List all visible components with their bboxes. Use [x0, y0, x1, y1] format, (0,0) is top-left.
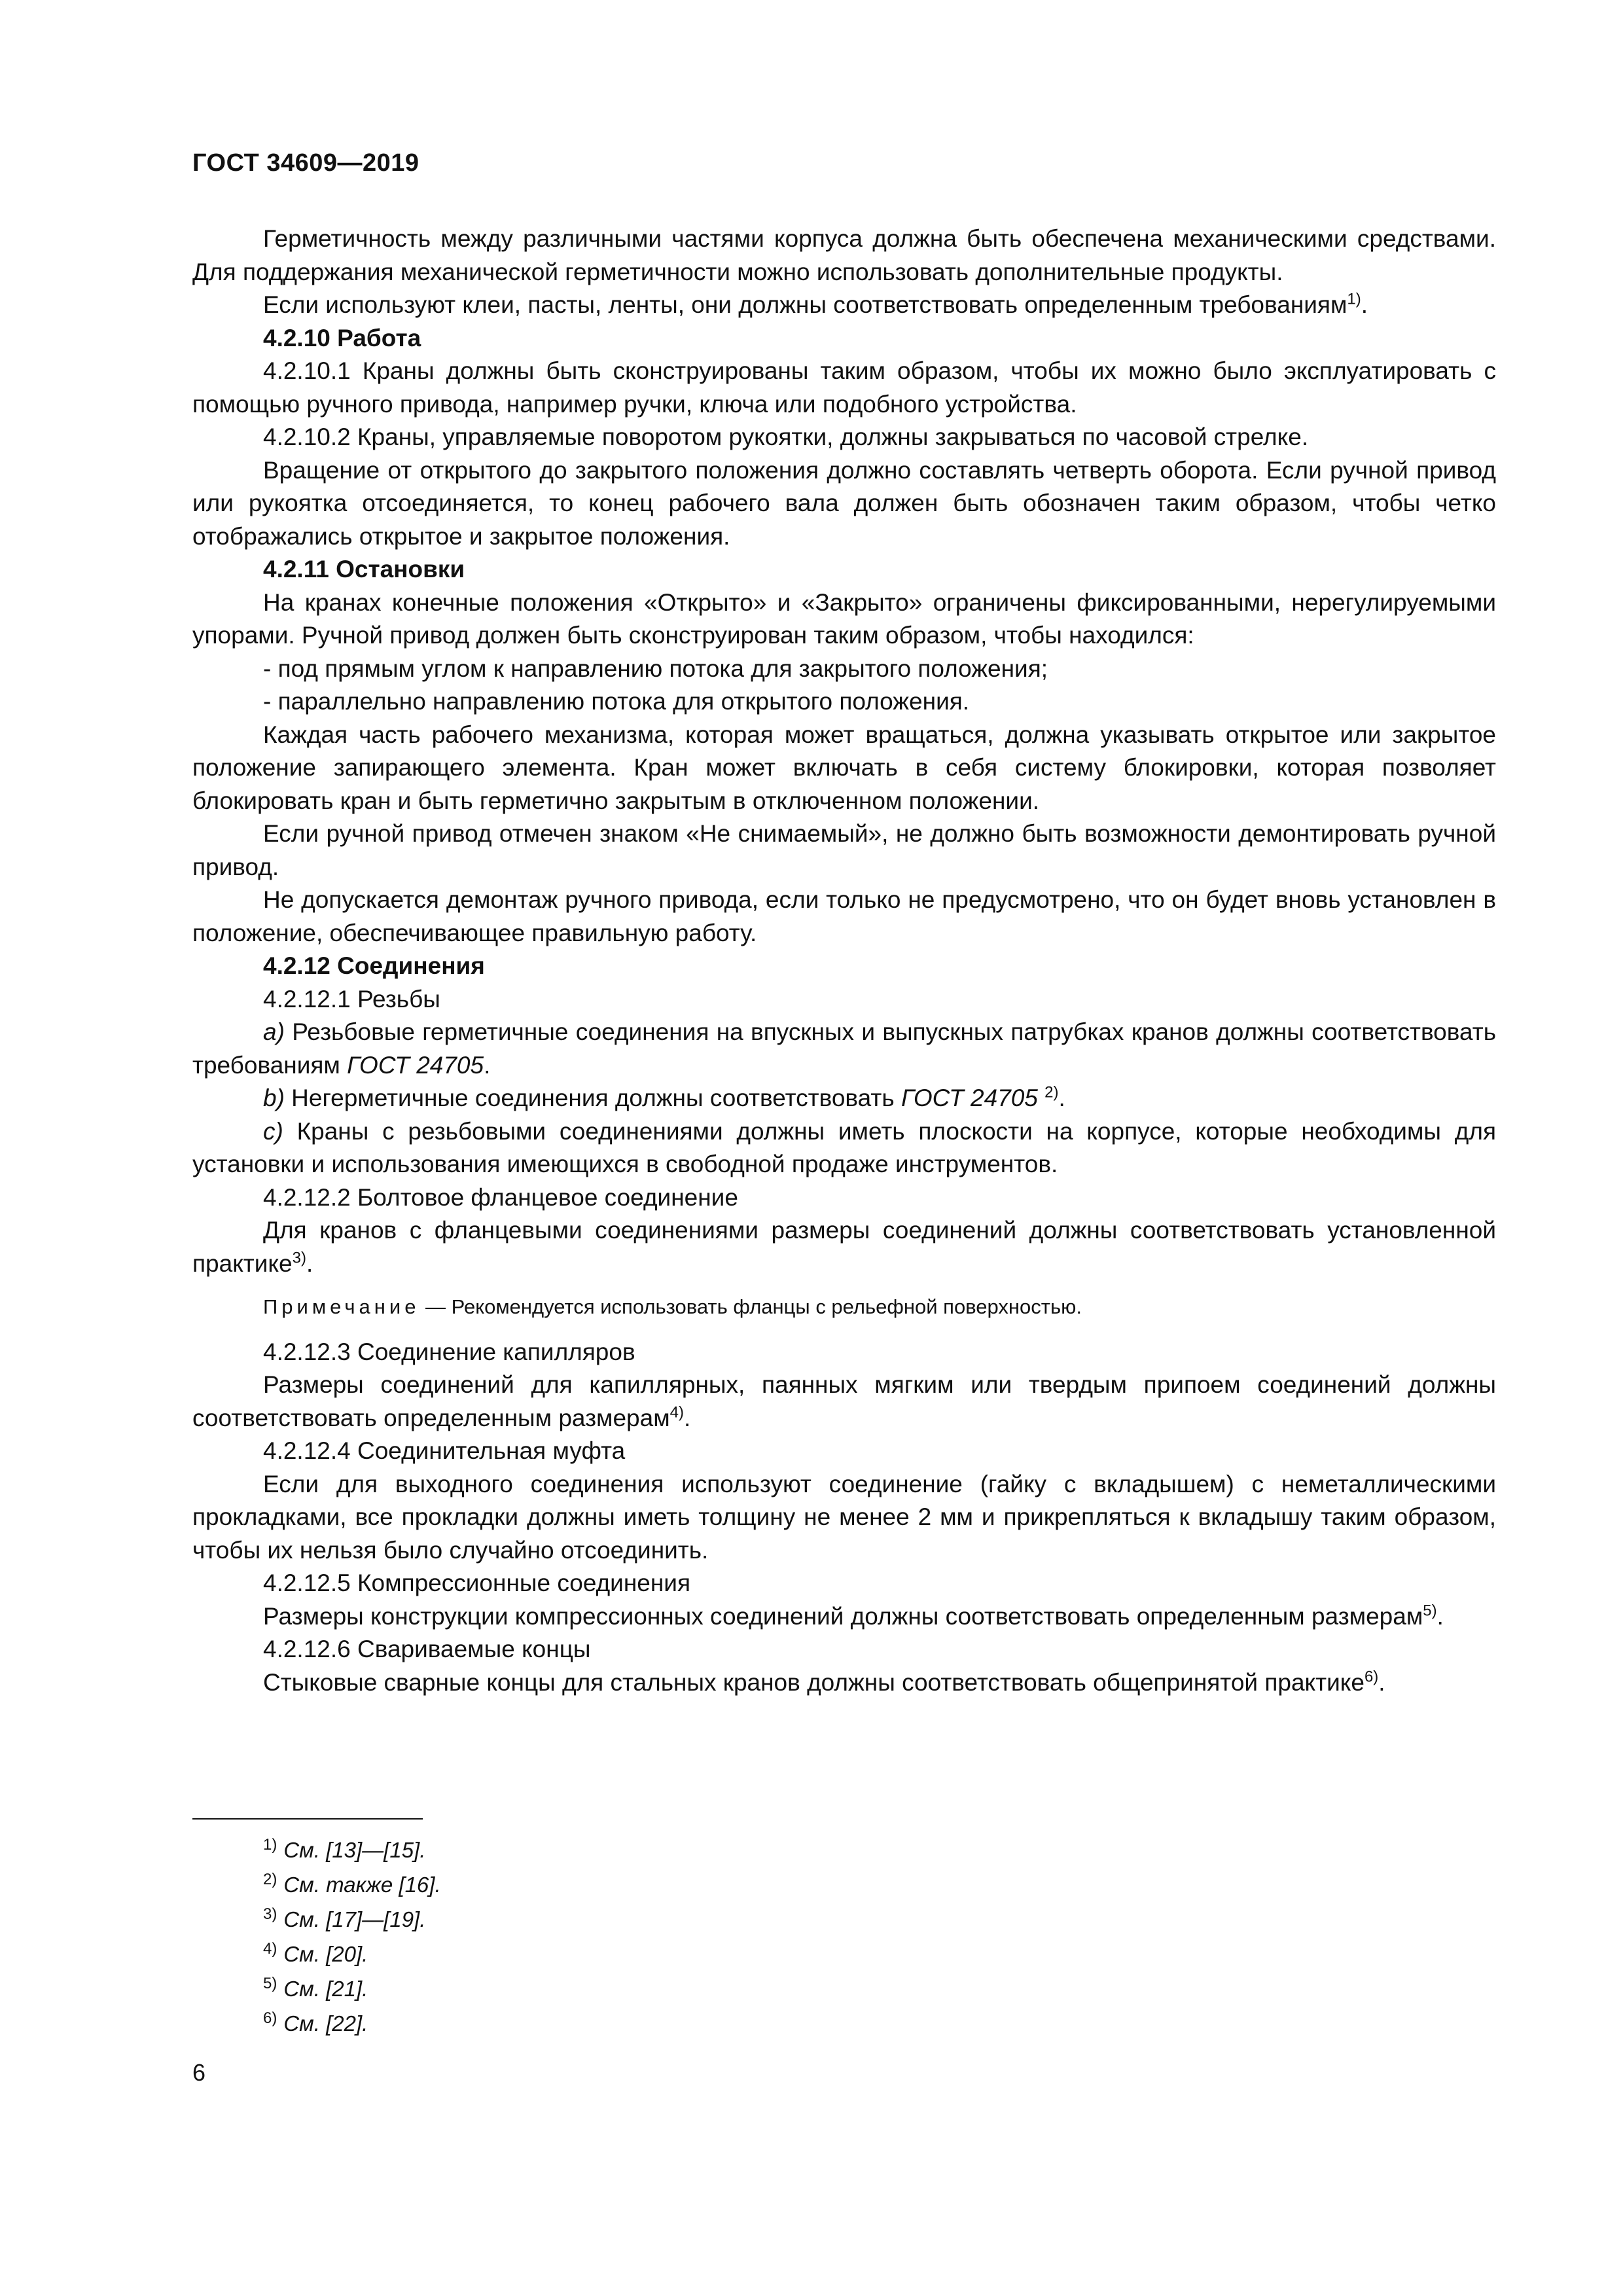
text-run: Размеры конструкции компрессионных соединений должны соответствовать определенным размерам	[263, 1602, 1423, 1630]
item-label: с)	[263, 1117, 283, 1145]
footnote-mark: 2)	[263, 1871, 277, 1888]
list-item	[192, 1115, 1496, 1181]
standard-ref: ГОСТ 24705	[901, 1085, 1038, 1111]
text-run: .	[306, 1249, 313, 1277]
list-item: - под прямым углом к направлению потока для закрытого положения;	[263, 655, 1048, 682]
text-run: .	[1361, 291, 1368, 318]
footnote-text: См. [22].	[283, 2011, 368, 2036]
page-number: 6	[192, 2059, 206, 2086]
footnote-mark: 5)	[263, 1975, 277, 1992]
footnote-text: См. также [16].	[283, 1873, 441, 1897]
paragraph: Если для выходного соединения используют соединение (гайку с вкладышем) с неметаллическими прокладками, все прокладки должны иметь толщину не менее 2 мм и прикрепляться к вкладышу таким образом, чтобы их нельзя было случайно отсоединить.	[192, 1470, 1496, 1564]
paragraph	[192, 289, 1496, 322]
text-run: Краны с резьбовыми соединениями должны иметь плоскости на корпусе, которые необходимы для установки и использования имеющихся в свободной продаже инструментов.	[192, 1117, 1496, 1177]
subsection-heading: 4.2.12.2 Болтовое фланцевое соединение	[263, 1183, 738, 1211]
paragraph: Герметичность между различными частями корпуса должна быть обеспечена механическими средствами. Для поддержания механической герметичности можно использовать дополнительные продукты.	[192, 225, 1496, 285]
paragraph	[192, 1369, 1496, 1435]
footnote-ref: 4)	[669, 1403, 684, 1422]
note-text: — Рекомендуется использовать фланцы с рельефной поверхностью.	[419, 1295, 1082, 1318]
footnote-ref: 2)	[1044, 1083, 1059, 1102]
footnote	[263, 1937, 441, 1971]
footnote-ref: 1)	[1347, 290, 1361, 308]
footnote-mark: 6)	[263, 2009, 277, 2027]
text-run: Негерметичные соединения должны соответствовать	[284, 1085, 901, 1111]
footnote-separator	[192, 1818, 423, 1820]
text-run: Резьбовые герметичные соединения на впускных и выпускных патрубках кранов должны соответствовать требованиям	[192, 1018, 1496, 1079]
paragraph: Вращение от открытого до закрытого положения должно составлять четверть оборота. Если ручной привод или рукоятка отсоединяется, то конец рабочего вала должен быть обозначен таким образом, чтобы четко отображались открытое и закрытое положения.	[192, 456, 1496, 550]
footnote-text: См. [21].	[283, 1977, 368, 2001]
note	[192, 1291, 1496, 1324]
list-item	[192, 1016, 1496, 1082]
item-label: b)	[263, 1085, 285, 1111]
footnote	[263, 2006, 441, 2041]
text-run: Размеры соединений для капиллярных, паянных мягким или твердым припоем соединений должны соответствовать определенным размерам	[192, 1371, 1496, 1431]
section-heading: 4.2.11 Остановки	[263, 556, 465, 583]
text-run: Для кранов с фланцевыми соединениями размеры соединений должны соответствовать установленной практике	[192, 1217, 1496, 1277]
list-item	[192, 1082, 1496, 1115]
item-label: a)	[263, 1018, 285, 1045]
text-run: .	[684, 1404, 691, 1431]
footnote	[263, 1867, 441, 1902]
standard-ref: ГОСТ 24705	[347, 1051, 484, 1079]
text-run: .	[1058, 1085, 1065, 1111]
footnote	[263, 1902, 441, 1937]
document-header: ГОСТ 34609—2019	[192, 149, 419, 177]
paragraph: Каждая часть рабочего механизма, которая может вращаться, должна указывать открытое или закрытое положение запирающего элемента. Кран может включать в себя систему блокировки, которая позволяет блокировать кран и быть герметично закрытым в отключенном положении.	[192, 721, 1496, 814]
footnote-ref: 3)	[292, 1249, 306, 1267]
footnotes	[263, 1833, 441, 2041]
text-run: .	[1378, 1668, 1385, 1696]
paragraph: 4.2.10.1 Краны должны быть сконструированы таким образом, чтобы их можно было эксплуатировать с помощью ручного привода, например ручки, ключа или подобного устройства.	[192, 357, 1496, 418]
paragraph: Не допускается демонтаж ручного привода, если только не предусмотрено, что он будет вновь установлен в положение, обеспечивающее правильную работу.	[192, 886, 1496, 946]
subsection-heading: 4.2.12.3 Соединение капилляров	[263, 1338, 635, 1365]
text-run: Если используют клеи, пасты, ленты, они должны соответствовать определенным требованиям	[263, 291, 1347, 318]
paragraph	[192, 1666, 1496, 1700]
footnote	[263, 1971, 441, 2006]
paragraph: 4.2.10.2 Краны, управляемые поворотом рукоятки, должны закрываться по часовой стрелке.	[263, 423, 1309, 450]
paragraph	[192, 1600, 1496, 1634]
footnote	[263, 1833, 441, 1867]
subsection-heading: 4.2.12.1 Резьбы	[263, 985, 440, 1013]
note-label: Примечание	[263, 1295, 420, 1318]
footnote-ref: 5)	[1423, 1602, 1437, 1620]
paragraph: Если ручной привод отмечен знаком «Не снимаемый», не должно быть возможности демонтировать ручной привод.	[192, 820, 1496, 880]
list-item: - параллельно направлению потока для открытого положения.	[263, 688, 970, 715]
footnote-text: См. [17]—[19].	[283, 1907, 426, 1931]
subsection-heading: 4.2.12.6 Свариваемые концы	[263, 1636, 591, 1662]
footnote-mark: 4)	[263, 1940, 277, 1958]
footnote-mark: 3)	[263, 1905, 277, 1923]
footnote-text: См. [20].	[283, 1942, 368, 1966]
text-run: Стыковые сварные концы для стальных кранов должны соответствовать общепринятой практике	[263, 1668, 1364, 1696]
footnote-ref: 6)	[1364, 1668, 1379, 1686]
body-text	[192, 223, 1496, 1699]
footnote-text: См. [13]—[15].	[283, 1838, 426, 1862]
subsection-heading: 4.2.12.5 Компрессионные соединения	[263, 1570, 690, 1596]
subsection-heading: 4.2.12.4 Соединительная муфта	[263, 1437, 626, 1464]
footnote-mark: 1)	[263, 1836, 277, 1854]
section-heading: 4.2.10 Работа	[263, 324, 421, 351]
text-run: .	[1436, 1602, 1444, 1630]
paragraph	[192, 1214, 1496, 1280]
section-heading: 4.2.12 Соединения	[263, 952, 485, 979]
paragraph: На кранах конечные положения «Открыто» и «Закрыто» ограничены фиксированными, нерегулируемыми упорами. Ручной привод должен быть сконструирован таким образом, чтобы находился:	[192, 588, 1496, 649]
text-run: .	[484, 1051, 491, 1079]
